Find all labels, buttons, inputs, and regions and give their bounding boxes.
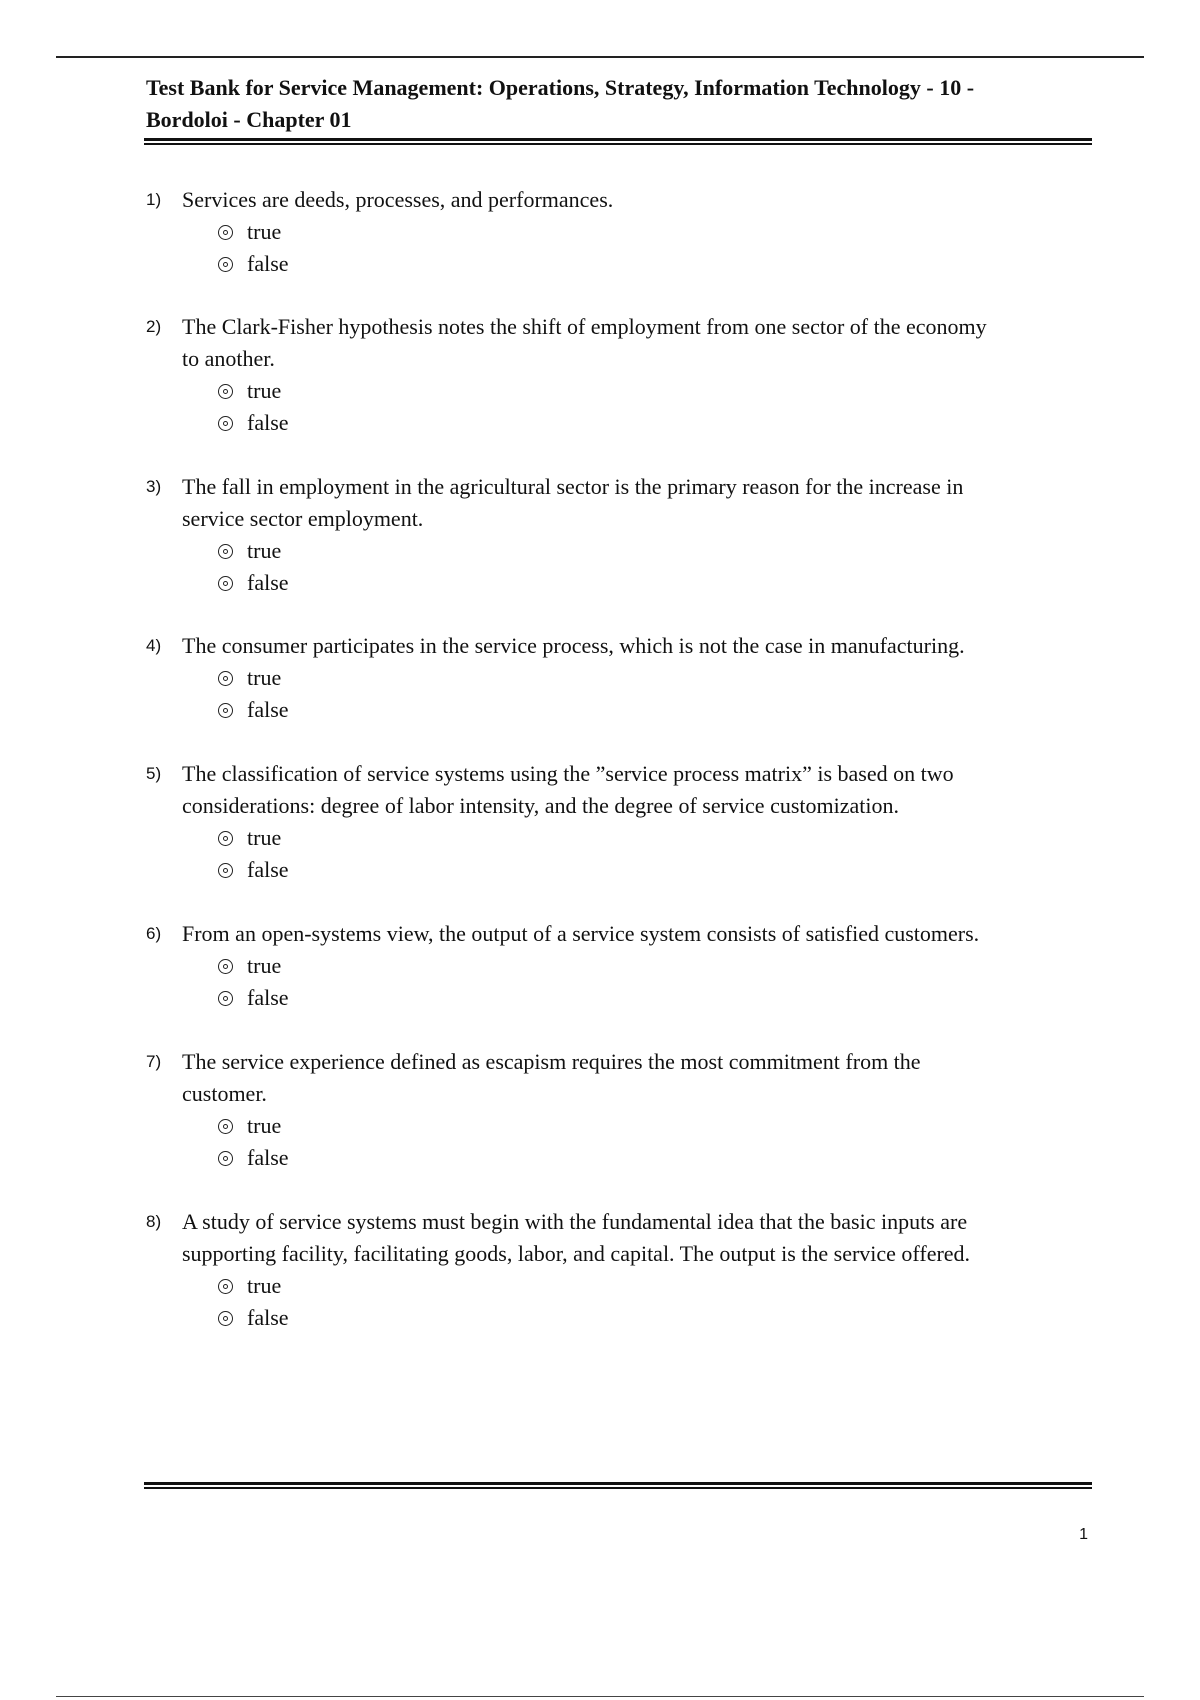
radio-button-icon[interactable] [218,959,233,974]
option-label: false [247,697,289,722]
option-true[interactable] [218,822,1086,854]
radio-button-icon[interactable] [218,544,233,559]
question-number: 1) [146,190,162,209]
option-true[interactable] [218,216,1086,248]
question-number: 4) [146,636,162,655]
question-text-line: supporting facility, facilitating goods, labor, and capital. The output is the service offered. [182,1241,971,1266]
option-label: true [247,538,282,563]
question-number: 2) [146,317,162,336]
option-label: true [247,665,282,690]
question-text [182,311,1086,375]
option-true[interactable] [218,1110,1086,1142]
option-false[interactable] [218,694,1086,726]
radio-button-icon[interactable] [218,1311,233,1326]
option-label: false [247,985,289,1010]
question-number: 5) [146,764,162,783]
option-false[interactable] [218,407,1086,439]
option-label: true [247,1273,282,1298]
radio-button-icon[interactable] [218,1279,233,1294]
question-1 [146,184,1086,280]
question-text-line: The service experience defined as escapism requires the most commitment from the [182,1049,921,1074]
answer-options [218,216,1086,280]
radio-button-icon[interactable] [218,416,233,431]
option-true[interactable] [218,1270,1086,1302]
question-3 [146,471,1086,599]
header-double-rule [144,138,1092,145]
document-title-line-2: Bordoloi - Chapter 01 [146,107,352,132]
radio-button-icon[interactable] [218,991,233,1006]
question-text-line: Services are deeds, processes, and performances. [182,187,614,212]
question-text-line: The fall in employment in the agricultural sector is the primary reason for the increase in [182,474,964,499]
question-text-line: considerations: degree of labor intensity, and the degree of service customization. [182,793,899,818]
footer-double-rule [144,1482,1092,1489]
question-text [182,184,1086,216]
question-text-line: The classification of service systems using the ”service process matrix” is based on two [182,761,954,786]
question-5 [146,758,1086,886]
option-false[interactable] [218,567,1086,599]
option-false[interactable] [218,854,1086,886]
bottom-page-rule [56,1696,1144,1697]
answer-options [218,822,1086,886]
question-number: 7) [146,1052,162,1071]
radio-button-icon[interactable] [218,384,233,399]
radio-button-icon[interactable] [218,671,233,686]
answer-options [218,1270,1086,1334]
option-true[interactable] [218,535,1086,567]
option-label: false [247,1145,289,1170]
question-text-line: The Clark-Fisher hypothesis notes the shift of employment from one sector of the economy [182,314,987,339]
answer-options [218,662,1086,726]
question-text [182,918,1086,950]
document-title [146,72,1086,136]
answer-options [218,950,1086,1014]
option-label: true [247,1113,282,1138]
answer-options [218,1110,1086,1174]
question-text [182,1046,1086,1110]
question-8 [146,1206,1086,1334]
radio-button-icon[interactable] [218,863,233,878]
radio-button-icon[interactable] [218,225,233,240]
option-label: true [247,378,282,403]
option-true[interactable] [218,375,1086,407]
top-page-rule [56,56,1144,58]
question-7 [146,1046,1086,1174]
option-label: false [247,1305,289,1330]
option-false[interactable] [218,982,1086,1014]
option-false[interactable] [218,248,1086,280]
question-text-line: A study of service systems must begin with the fundamental idea that the basic inputs are [182,1209,968,1234]
option-label: false [247,570,289,595]
question-text-line: customer. [182,1081,267,1106]
answer-options [218,375,1086,439]
question-text-line: The consumer participates in the service process, which is not the case in manufacturing. [182,633,965,658]
question-number: 3) [146,477,162,496]
radio-button-icon[interactable] [218,1119,233,1134]
option-label: false [247,857,289,882]
answer-options [218,535,1086,599]
question-4 [146,630,1086,726]
document-title-line-1: Test Bank for Service Management: Operations, Strategy, Information Technology - 10 - [146,75,975,100]
option-label: false [247,410,289,435]
question-number: 8) [146,1212,162,1231]
radio-button-icon[interactable] [218,703,233,718]
question-text-line: service sector employment. [182,506,424,531]
option-false[interactable] [218,1142,1086,1174]
radio-button-icon[interactable] [218,1151,233,1166]
question-text-line: From an open-systems view, the output of a service system consists of satisfied customers. [182,921,980,946]
document-header [146,72,1086,136]
option-true[interactable] [218,950,1086,982]
option-label: true [247,953,282,978]
radio-button-icon[interactable] [218,257,233,272]
radio-button-icon[interactable] [218,576,233,591]
question-6 [146,918,1086,1014]
question-text [182,471,1086,535]
radio-button-icon[interactable] [218,831,233,846]
option-label: false [247,251,289,276]
page-number: 1 [1079,1526,1088,1543]
question-text [182,758,1086,822]
option-label: true [247,219,282,244]
question-text-line: to another. [182,346,275,371]
option-true[interactable] [218,662,1086,694]
question-text [182,1206,1086,1270]
question-2 [146,311,1086,439]
question-text [182,630,1086,662]
option-label: true [247,825,282,850]
question-number: 6) [146,924,162,943]
option-false[interactable] [218,1302,1086,1334]
